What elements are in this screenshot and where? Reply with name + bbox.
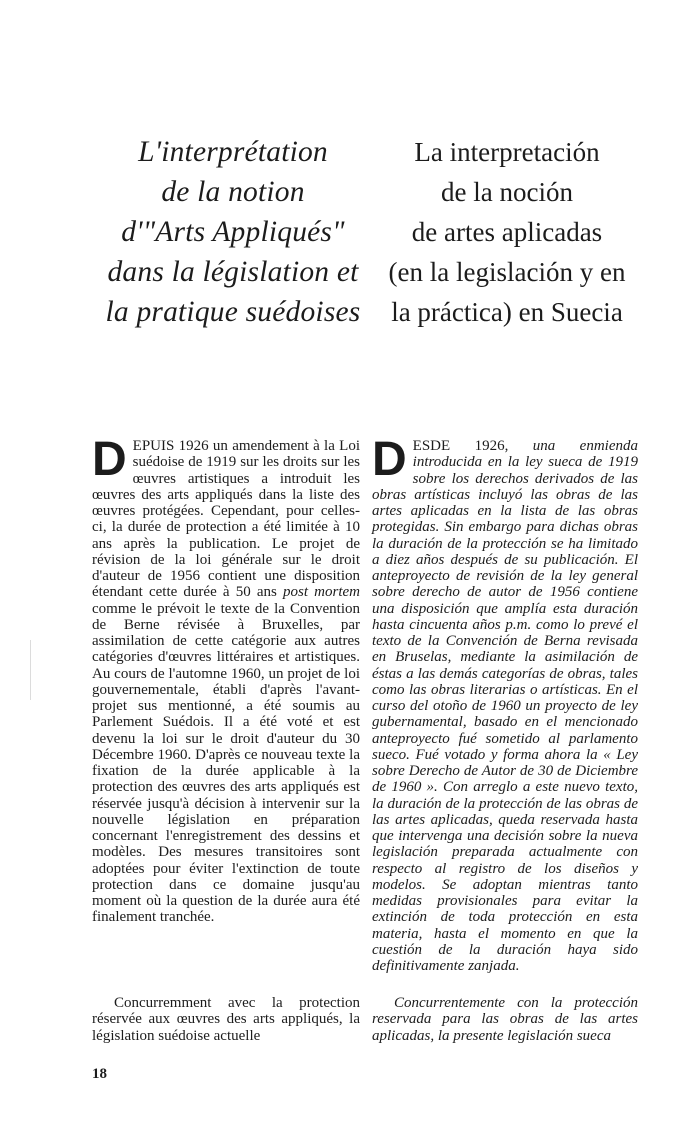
french-body-text: 1926 un amendement à la Loi suédoise de 1919 sur les droits sur les œuvres artistiques a introduit les œuvres des arts appliqués dans la liste des œuvres protégées. Cependant, pour celles-ci, la durée de protection a été limitée à 10 ans après la publication. Le projet de révision de la loi générale sur le droit d'auteur de 1956 contient une disposition étendant cette durée à 50 ans: [92, 438, 360, 601]
french-column: [92, 433, 360, 926]
spanish-drop-cap: D: [372, 433, 407, 486]
french-title-line: la pratique suédoises: [105, 296, 361, 328]
spanish-paragraph-2: Concurrentemente con la protección reservada para las obras de las artes aplicadas, la presente legislación sueca: [372, 995, 638, 1044]
french-title-line: de la notion: [161, 176, 305, 208]
french-title-line: dans la législation et: [107, 256, 359, 288]
french-paragraph: [92, 433, 360, 926]
spanish-title-line: de la noción: [441, 177, 573, 207]
french-drop-cap: D: [92, 433, 127, 486]
margin-rule: [30, 640, 31, 700]
spanish-continuation: [372, 995, 638, 1044]
french-title-line: d'"Arts Appliqués": [121, 216, 345, 248]
french-title: [92, 132, 374, 332]
spanish-title-line: la práctica) en Suecia: [391, 297, 623, 327]
spanish-body-text: una enmienda introducida en la ley sueca de 1919 sobre los derechos derivados de las obras artísticas incluyó las obras de las artes aplicadas en la lista de las obras protegidas. Sin embargo para dichas obras la duración de la protección se ha limitado a diez años después de su publicación. El anteproyecto de revisión de la ley general sobre derecho de autor de 1956 contiene una disposición que amplía esta duración hasta cincuenta años p.m. como lo prevé el texto de la Convención de Berna revisada en Bruselas, mediante la asimilación de éstas a las demás categorías de obras, tales como las obras literarias o artísticas. En el curso del otoño de 1960 un proyecto de ley gubernamental, basado en el mencionado anteproyecto fué sometido al parlamento sueco. Fué votado y forma ahora la « Ley sobre Derecho de Autor de 30 de Diciembre de 1960 ». Con arreglo a este nuevo texto, la duración de la protección de las obras de las artes aplicadas, queda reservada hasta que intervenga una decisión sobre la nueva legislación preparada actualmente con respecto al registro de los diseños y modelos. Se adoptan mientras tanto medidas provisionales para evitar la extinción de toda protección en esta materia, hasta el momento en que la cuestión de la duración haya sido definitivamente zanjada.: [372, 438, 638, 974]
french-paragraph-2: Concurremment avec la protection réservée aux œuvres des arts appliqués, la législation suédoise actuelle: [92, 995, 360, 1044]
page-number: 18: [92, 1066, 107, 1082]
spanish-paragraph: [372, 433, 638, 974]
spanish-title-line: (en la legislación y en: [388, 257, 626, 287]
french-continuation: [92, 995, 360, 1044]
french-title-line: L'interprétation: [138, 136, 328, 168]
french-post-mortem: post mortem: [283, 584, 360, 601]
french-lead-word: EPUIS: [132, 438, 175, 454]
spanish-column: [372, 433, 638, 974]
spanish-title-line: de artes aplicadas: [411, 217, 603, 247]
spanish-year: 1926,: [450, 438, 533, 454]
spanish-title-line: La interpretación: [414, 137, 600, 167]
spanish-title: [372, 132, 642, 332]
french-body-text-end: comme le prévoit le texte de la Convention de Berne révisée à Bruxelles, par assimilation de cette catégorie aux autres catégories d'œuvres littéraires et artistiques. Au cours de l'automne 1960, un projet de loi gouvernementale, établi d'après l'avant-projet sus mentionné, a été soumis au Parlement Suédois. Il a été voté et est devenu la loi sur le droit d'auteur du 30 Décembre 1960. D'après ce nouveau texte la fixation de la durée applicable à la protection des œuvres des arts appliqués est réservée jusqu'à décision à intervenir sur la nouvelle législation en préparation concernant l'enregistrement des dessins et modèles. Des mesures transitoires sont adoptées pour éviter l'extinction de toute protection dans ce domaine jusqu'au moment où la question de la durée aura été finalement tranchée.: [92, 600, 360, 926]
spanish-lead-word: ESDE: [412, 438, 451, 454]
